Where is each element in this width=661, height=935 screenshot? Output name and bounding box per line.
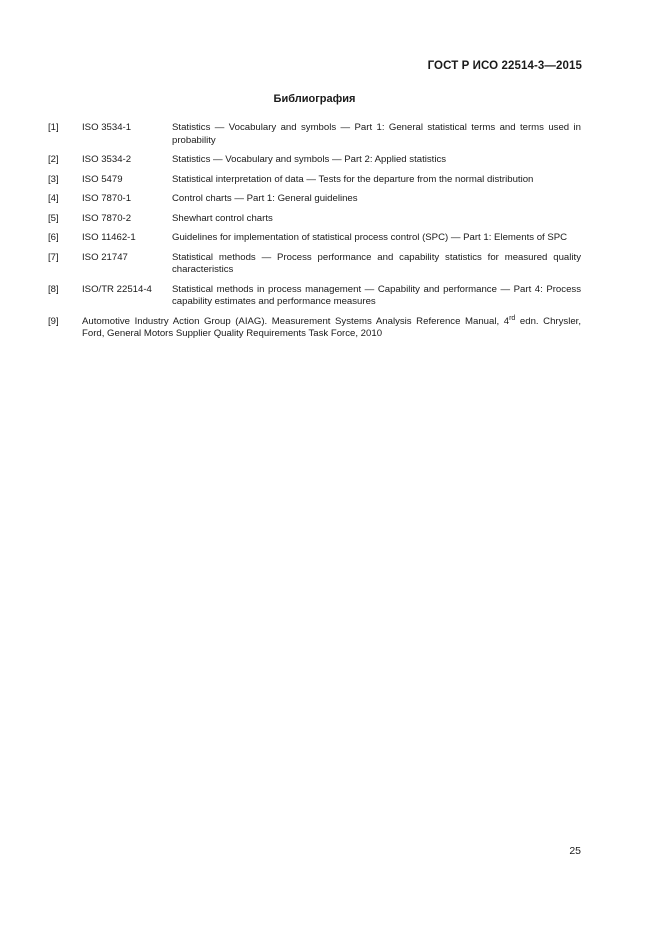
bibliography-entry-7 xyxy=(48,252,581,277)
entry-title: Guidelines for implementation of statistical process control (SPC) — Part 1: Elements of SPC xyxy=(172,232,568,243)
entry-number: [7] xyxy=(48,251,59,263)
entry-title: Shewhart control charts xyxy=(172,212,273,224)
entry-number: [1] xyxy=(48,122,59,133)
entry-number: [8] xyxy=(48,283,59,295)
bibliography-entry-4 xyxy=(48,193,581,206)
entry-number: [5] xyxy=(48,212,59,224)
entry-number: [2] xyxy=(48,154,59,165)
entry-title: Statistical interpretation of data — Tests for the departure from the normal distribution xyxy=(172,173,534,185)
document-code: ГОСТ Р ИСО 22514-3—2015 xyxy=(427,60,582,72)
bibliography-entry-3 xyxy=(48,174,581,187)
entry-title: Statistics — Vocabulary and symbols — Part 1: General statistical terms and terms used in probability xyxy=(172,122,581,146)
entry-standard-code: ISO/TR 22514-4 xyxy=(82,283,152,295)
entry-superscript: rd xyxy=(509,314,516,322)
entry-standard-code: ISO 11462-1 xyxy=(82,232,136,243)
bibliography-entry-8 xyxy=(48,284,581,309)
entry-standard-code: ISO 3534-1 xyxy=(82,122,132,133)
page-number: 25 xyxy=(569,845,581,857)
entry-standard-code: ISO 7870-1 xyxy=(82,193,132,204)
entry-title: Statistical methods — Process performance and capability statistics for measured quality characteristics xyxy=(172,251,581,275)
entry-title: Statistics — Vocabulary and symbols — Part 2: Applied statistics xyxy=(172,154,447,165)
entry-text-after: edn. Chrysler, Ford, General Motors Supplier Quality Requirements Task Force, 2010 xyxy=(82,315,581,339)
bibliography-entry-2 xyxy=(48,154,581,167)
entry-standard-code: ISO 5479 xyxy=(82,173,123,185)
entry-number: [6] xyxy=(48,232,59,243)
bibliography-entry-9 xyxy=(48,316,581,341)
entry-number: [9] xyxy=(48,315,59,327)
entry-number: [4] xyxy=(48,193,59,204)
entry-standard-code: ISO 21747 xyxy=(82,251,128,263)
bibliography-entry-1 xyxy=(48,122,581,147)
bibliography-entry-5 xyxy=(48,213,581,226)
entry-title: Control charts — Part 1: General guidelines xyxy=(172,193,358,204)
bibliography-entry-6 xyxy=(48,232,581,245)
entry-standard-code: ISO 7870-2 xyxy=(82,212,132,224)
bibliography-list xyxy=(48,122,581,348)
entry-number: [3] xyxy=(48,173,59,185)
bibliography-title: Библиография xyxy=(273,93,356,105)
entry-standard-code: ISO 3534-2 xyxy=(82,154,132,165)
entry-title: Statistical methods in process management — Capability and performance — Part 4: Process capability estimates and performance measures xyxy=(172,283,581,307)
entry-text-before: Automotive Industry Action Group (AIAG). Measurement Systems Analysis Reference Manual, 4 xyxy=(82,315,510,327)
entry-full-citation xyxy=(82,316,581,341)
